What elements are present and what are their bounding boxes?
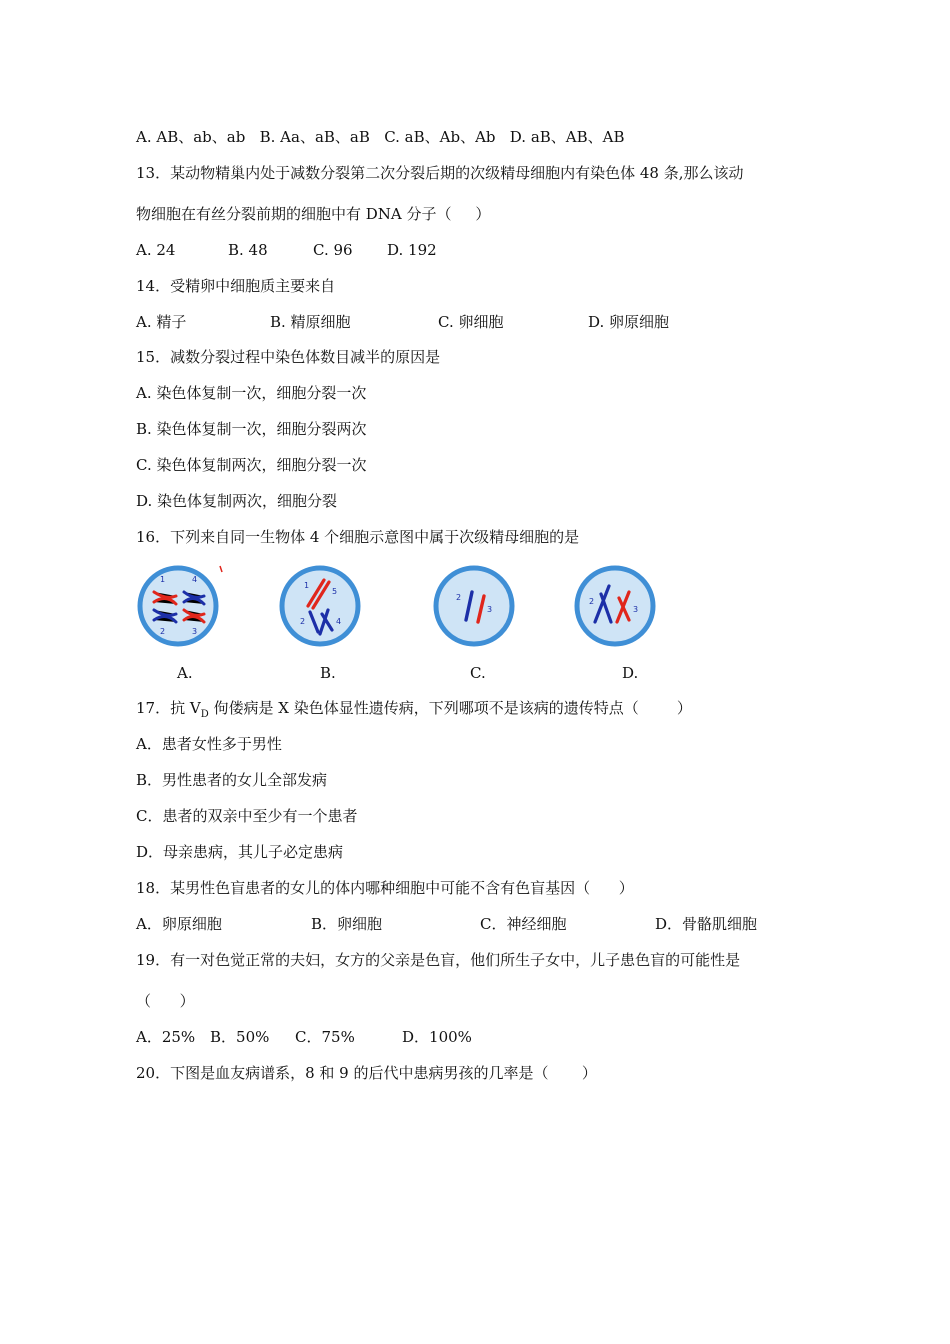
q20-stem: 20．下图是血友病谱系，8 和 9 的后代中患病男孩的几率是（ ） <box>136 1064 597 1082</box>
cell-d-number-3: 3 <box>633 605 639 614</box>
q14-option-b: B. 精原细胞 <box>270 313 351 331</box>
cell-b-number-1: 1 <box>304 581 310 590</box>
q15-option-a: A. 染色体复制一次，细胞分裂一次 <box>136 384 367 402</box>
cell-diagram-a <box>136 564 226 654</box>
q16-stem: 16．下列来自同一生物体 4 个细胞示意图中属于次级精母细胞的是 <box>136 528 580 546</box>
q17-subscript: D <box>200 709 209 720</box>
q15-option-d: D. 染色体复制两次，细胞分裂 <box>136 492 338 510</box>
q12-options: A. AB、ab、ab B. Aa、aB、aB C. aB、Ab、Ab D. aB、AB、AB <box>136 128 625 146</box>
cell-diagram-b <box>278 564 368 654</box>
cell-d-number-2: 2 <box>589 597 595 606</box>
q14-option-c: C. 卵细胞 <box>438 313 504 331</box>
cell-b-number-4: 4 <box>336 617 342 626</box>
q19-option-b: B．50% <box>210 1028 270 1046</box>
q14-stem: 14．受精卵中细胞质主要来自 <box>136 277 336 295</box>
q15-option-c: C. 染色体复制两次，细胞分裂一次 <box>136 456 367 474</box>
cell-a-number-3: 3 <box>192 627 198 636</box>
cell-label-d: D. <box>622 664 639 682</box>
cell-c-number-2: 2 <box>456 593 462 602</box>
q17-option-d: D．母亲患病，其儿子必定患病 <box>136 843 344 861</box>
q19-stem-line2: （ ） <box>136 992 195 1010</box>
cell-label-c: C. <box>470 664 486 682</box>
cell-label-a: A. <box>177 664 193 682</box>
q13-option-c: C. 96 <box>313 241 353 259</box>
cell-a-number-4: 4 <box>192 575 198 584</box>
q17-option-a: A．患者女性多于男性 <box>136 735 282 753</box>
cell-a-number-1: 1 <box>160 575 166 584</box>
cell-diagram-d <box>573 564 663 654</box>
q19-option-c: C．75% <box>295 1028 355 1046</box>
cell-a-number-2: 2 <box>160 627 166 636</box>
q15-option-b: B. 染色体复制一次，细胞分裂两次 <box>136 420 367 438</box>
q13-option-d: D. 192 <box>387 241 437 259</box>
q18-option-c: C．神经细胞 <box>480 915 567 933</box>
q13-stem-line1: 13．某动物精巢内处于减数分裂第二次分裂后期的次级精母细胞内有染色体 48 条,那么该动 <box>136 164 744 182</box>
q17-stem: 17．抗 $V_D$ 佝偻病是 X 染色体显性遗传病，下列哪项不是该病的遗传特点（ ） <box>136 699 692 720</box>
cell-c-number-3: 3 <box>487 605 493 614</box>
q18-option-b: B．卵细胞 <box>311 915 383 933</box>
q19-option-a: A．25% <box>136 1028 196 1046</box>
q17-option-b: B．男性患者的女儿全部发病 <box>136 771 328 789</box>
q13-option-a: A. 24 <box>136 241 176 259</box>
q19-stem-line1: 19．有一对色觉正常的夫妇，女方的父亲是色盲，他们所生子女中，儿子患色盲的可能性是 <box>136 951 741 969</box>
cell-diagram-c <box>432 564 522 654</box>
q13-option-b: B. 48 <box>228 241 268 259</box>
cell-label-b: B. <box>320 664 336 682</box>
q14-option-a: A. 精子 <box>136 313 187 331</box>
cell-b-number-2: 2 <box>300 617 306 626</box>
q18-option-a: A．卵原细胞 <box>136 915 222 933</box>
q18-option-d: D．骨骼肌细胞 <box>655 915 758 933</box>
q14-option-d: D. 卵原细胞 <box>588 313 670 331</box>
q19-option-d: D．100% <box>402 1028 472 1046</box>
cell-b-number-5: 5 <box>332 587 338 596</box>
q17-option-c: C．患者的双亲中至少有一个患者 <box>136 807 358 825</box>
q18-stem: 18．某男性色盲患者的女儿的体内哪种细胞中可能不含有色盲基因（ ） <box>136 879 634 897</box>
q13-stem-line2: 物细胞在有丝分裂前期的细胞中有 DNA 分子（ ） <box>136 205 491 223</box>
q15-stem: 15．减数分裂过程中染色体数目减半的原因是 <box>136 348 441 366</box>
